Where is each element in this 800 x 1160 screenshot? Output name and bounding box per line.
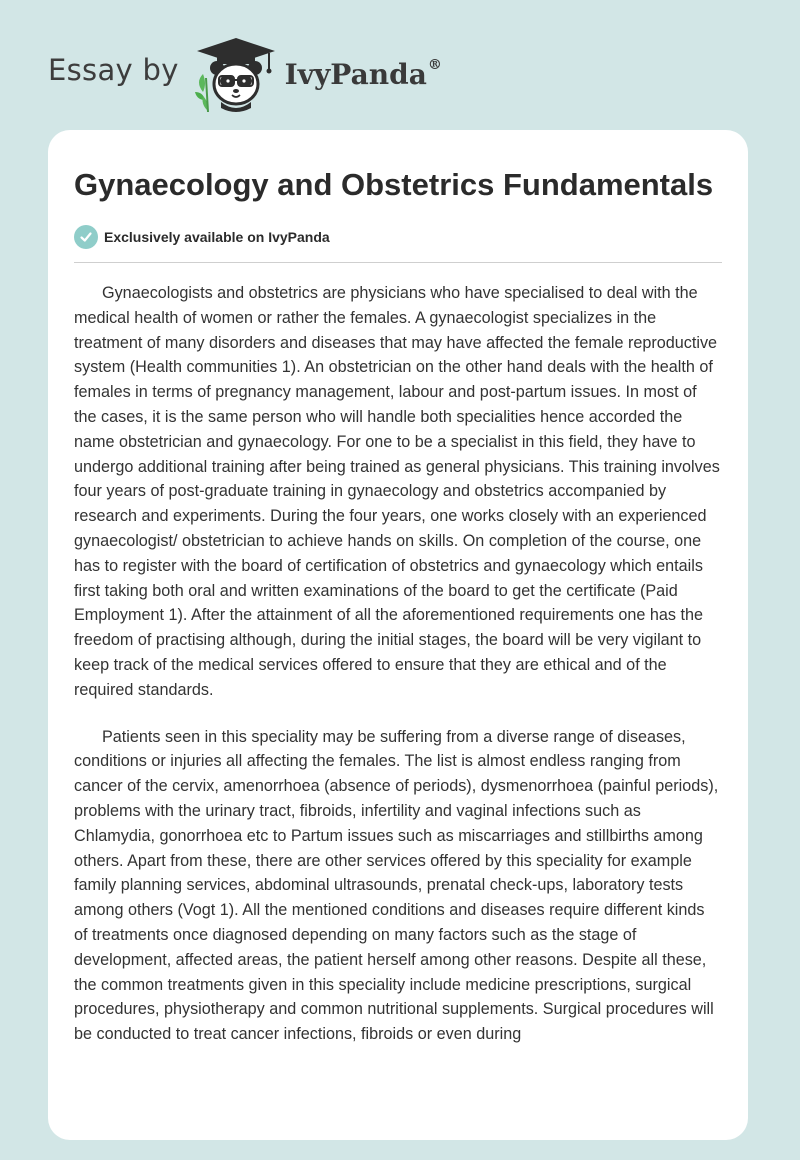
exclusive-badge (74, 225, 722, 263)
brand-label: IvyPanda (284, 57, 427, 91)
brand-name[interactable] (285, 58, 442, 91)
paragraph: Gynaecologists and obstetrics are physicians who have specialised to deal with the medical health of women or rather the females. A gynaecologist specializes in the treatment of many disorders and diseases that may have affected the female reproductive system (Health communities 1). An obstetrician on the other hand deals with the health of females in terms of pregnancy management, labour and post-partum issues. In most of the cases, it is the same person who will handle both specialities hence accorded the name obstetrician and gynaecology. For one to be a specialist in this field, they have to undergo additional training after being trained as general physicians. This training involves four years of post-graduate training in gynaecology and obstetrics accompanied by research and experiments. During the four years, one works closely with an experienced gynaecologist/ obstetrician to achieve hands on skills. On completion of the course, one has to register with the board of certification of obstetrics and gynaecology which entails first taking both oral and written examinations of the board to get the certificate (Paid Employment 1). After the attainment of all the aforementioned requirements one has the freedom of practising although, during the initial stages, the board will be very vigilant to keep track of the medical services offered to ensure that they are ethical and of the required standards. (74, 284, 720, 699)
essay-by-label: Essay by (48, 53, 179, 87)
essay-card (48, 130, 748, 1140)
panda-graduate-icon[interactable] (191, 34, 281, 114)
site-header (48, 34, 442, 114)
registered-mark: ® (427, 57, 442, 74)
paragraph: Patients seen in this speciality may be suffering from a diverse range of diseases, conditions or injuries all affecting the females. The list is almost endless ranging from cancer of the cervix, amenorrhoea (absence of periods), dysmenorrhoea (painful periods), problems with the urinary tract, fibroids, infertility and vaginal infections such as Chlamydia, gonorrhoea etc to Partum issues such as miscarriages and stillbirths among others. Apart from these, there are other services offered by this speciality for example family planning services, abdominal ultrasounds, prenatal check-ups, laboratory tests among others (Vogt 1). All the mentioned conditions and diseases require different kinds of treatments once diagnosed depending on many factors such as the stage of development, affected areas, the patient herself among other reasons. Despite all these, the common treatments given in this speciality include medicine prescriptions, surgical procedures, physiotherapy and common nutritional supplements. Surgical procedures will be conducted to treat cancer infections, fibroids or even during (74, 727, 719, 1044)
essay-body (74, 281, 722, 1047)
exclusive-label: Exclusively available on IvyPanda (104, 229, 330, 245)
essay-title: Gynaecology and Obstetrics Fundamentals (74, 167, 714, 202)
check-icon (74, 225, 98, 249)
